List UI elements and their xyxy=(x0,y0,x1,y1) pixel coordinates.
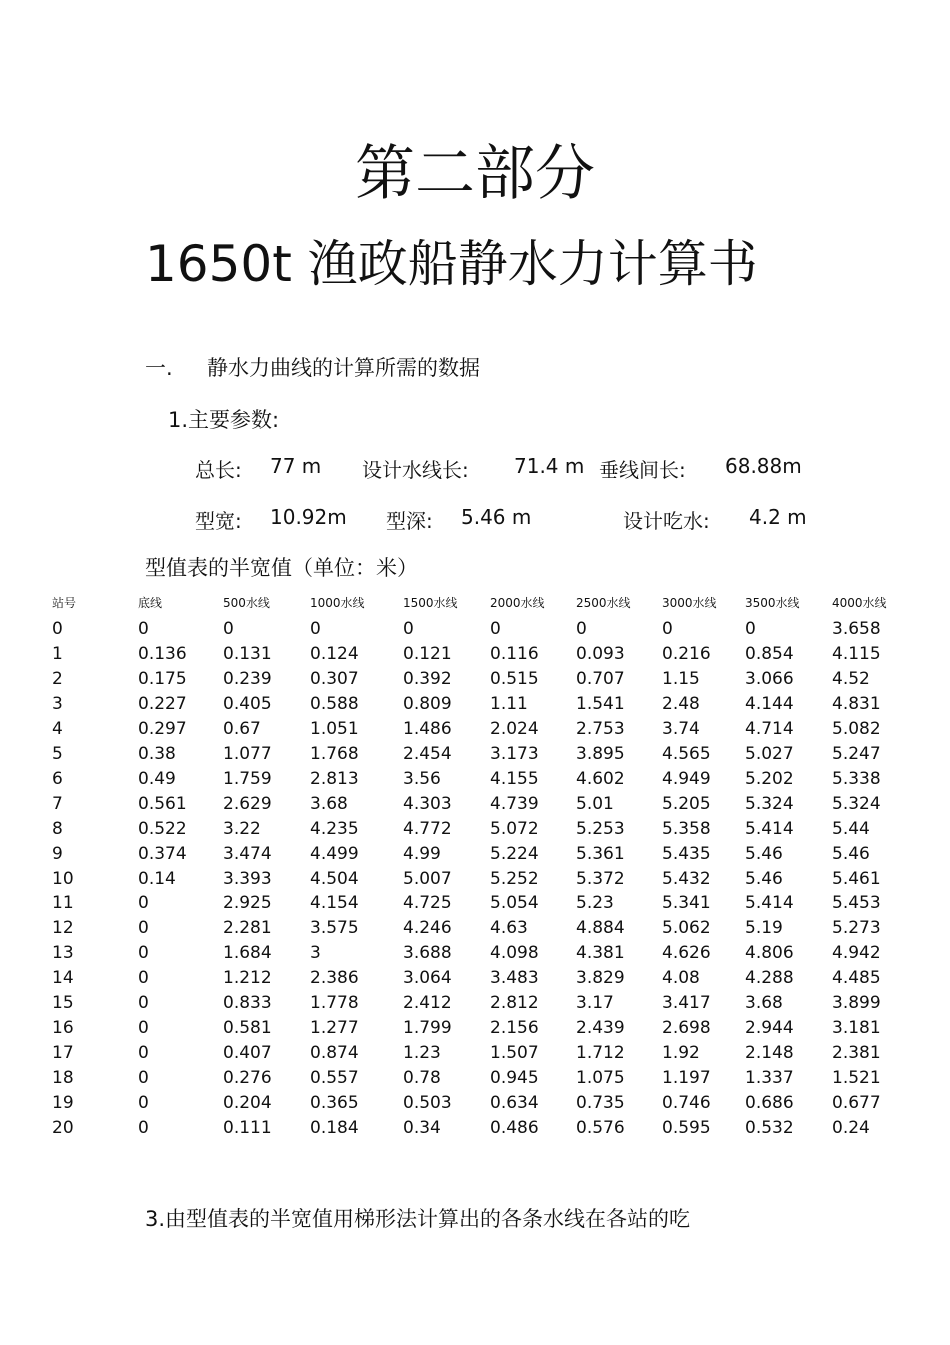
half-breadth-cell: 0.204 xyxy=(223,1093,272,1114)
half-breadth-cell: 5.324 xyxy=(745,793,794,814)
station-number-cell: 15 xyxy=(52,993,74,1014)
half-breadth-cell: 4.725 xyxy=(403,893,452,914)
half-breadth-cell: 1.759 xyxy=(223,768,272,789)
half-breadth-cell: 3.483 xyxy=(490,968,539,989)
half-breadth-cell: 0 xyxy=(403,619,414,639)
half-breadth-cell: 0.24 xyxy=(832,1118,870,1138)
half-breadth-cell: 1.684 xyxy=(223,943,272,964)
half-breadth-cell: 5.062 xyxy=(662,918,711,939)
station-number-cell: 2 xyxy=(52,668,63,689)
half-breadth-cell: 3.68 xyxy=(745,993,783,1014)
half-breadth-cell: 0.686 xyxy=(745,1093,794,1114)
half-breadth-cell: 2.386 xyxy=(310,968,359,989)
half-breadth-cell: 4.246 xyxy=(403,918,452,939)
half-breadth-cell: 1.337 xyxy=(745,1068,794,1089)
table-header-cell: 3000水线 xyxy=(662,596,717,610)
half-breadth-cell: 4.485 xyxy=(832,968,881,989)
half-breadth-cell: 2.944 xyxy=(745,1018,794,1039)
section-1-heading: 静水力曲线的计算所需的数据 xyxy=(207,356,480,380)
half-breadth-cell: 1.541 xyxy=(576,693,625,714)
half-breadth-cell: 1.521 xyxy=(832,1068,881,1089)
station-number-cell: 1 xyxy=(52,643,63,664)
half-breadth-cell: 5.341 xyxy=(662,893,711,914)
half-breadth-cell: 1.712 xyxy=(576,1043,625,1064)
station-number-cell: 7 xyxy=(52,793,63,814)
half-breadth-cell: 0.561 xyxy=(138,793,187,814)
half-breadth-cell: 0.116 xyxy=(490,643,539,664)
half-breadth-cell: 0 xyxy=(138,1118,149,1138)
half-breadth-cell: 5.361 xyxy=(576,843,625,864)
half-breadth-cell: 0.532 xyxy=(745,1118,794,1138)
half-breadth-cell: 2.024 xyxy=(490,718,539,739)
half-breadth-cell: 0 xyxy=(138,1018,149,1039)
half-breadth-cell: 4.504 xyxy=(310,868,359,889)
subsection-main-params: 1.主要参数: xyxy=(168,408,280,432)
half-breadth-cell: 0.945 xyxy=(490,1068,539,1089)
half-breadth-cell: 5.414 xyxy=(745,818,794,839)
half-breadth-cell: 5.072 xyxy=(490,818,539,839)
half-breadth-cell: 0 xyxy=(745,619,756,639)
station-number-cell: 17 xyxy=(52,1043,74,1064)
station-number-cell: 12 xyxy=(52,918,74,939)
table-header-cell: 2000水线 xyxy=(490,596,545,610)
half-breadth-cell: 0.874 xyxy=(310,1043,359,1064)
station-number-cell: 14 xyxy=(52,968,74,989)
table-header-cell: 500水线 xyxy=(223,596,270,610)
half-breadth-cell: 0.093 xyxy=(576,643,625,664)
half-breadth-cell: 2.925 xyxy=(223,893,272,914)
station-number-cell: 5 xyxy=(52,743,63,764)
half-breadth-cell: 2.753 xyxy=(576,718,625,739)
half-breadth-cell: 4.154 xyxy=(310,893,359,914)
half-breadth-cell: 0 xyxy=(490,619,501,639)
half-breadth-cell: 0.121 xyxy=(403,643,452,664)
half-breadth-cell: 4.144 xyxy=(745,693,794,714)
lpp-label: 垂线间长: xyxy=(599,458,686,482)
half-breadth-cell: 5.324 xyxy=(832,793,881,814)
table-caption: 型值表的半宽值（单位：米） xyxy=(145,556,418,580)
half-breadth-cell: 0.297 xyxy=(138,718,187,739)
half-breadth-cell: 0.111 xyxy=(223,1118,272,1138)
half-breadth-cell: 3.393 xyxy=(223,868,272,889)
section-1-number: 一. xyxy=(145,356,173,380)
half-breadth-cell: 0.707 xyxy=(576,668,625,689)
half-breadth-cell: 4.499 xyxy=(310,843,359,864)
half-breadth-cell: 4.739 xyxy=(490,793,539,814)
half-breadth-cell: 5.273 xyxy=(832,918,881,939)
half-breadth-cell: 5.253 xyxy=(576,818,625,839)
half-breadth-cell: 4.08 xyxy=(662,968,700,989)
lpp-value: 68.88m xyxy=(725,454,802,478)
half-breadth-cell: 4.772 xyxy=(403,818,452,839)
half-breadth-cell: 0.486 xyxy=(490,1118,539,1138)
half-breadth-cell: 0.522 xyxy=(138,818,187,839)
half-breadth-cell: 0.576 xyxy=(576,1118,625,1138)
half-breadth-cell: 0.136 xyxy=(138,643,187,664)
half-breadth-cell: 4.098 xyxy=(490,943,539,964)
depth-value: 5.46 m xyxy=(461,505,532,529)
half-breadth-cell: 0.216 xyxy=(662,643,711,664)
table-header-cell: 底线 xyxy=(138,596,163,610)
half-breadth-cell: 3.173 xyxy=(490,743,539,764)
half-breadth-cell: 4.884 xyxy=(576,918,625,939)
station-number-cell: 9 xyxy=(52,843,63,864)
half-breadth-cell: 5.007 xyxy=(403,868,452,889)
half-breadth-cell: 2.698 xyxy=(662,1018,711,1039)
half-breadth-cell: 1.507 xyxy=(490,1043,539,1064)
lwl-value: 71.4 m xyxy=(514,454,585,478)
section-3-heading: 3.由型值表的半宽值用梯形法计算出的各条水线在各站的吃 xyxy=(145,1207,691,1231)
station-number-cell: 0 xyxy=(52,619,63,639)
half-breadth-cell: 0 xyxy=(138,1043,149,1064)
half-breadth-cell: 5.372 xyxy=(576,868,625,889)
half-breadth-cell: 3.474 xyxy=(223,843,272,864)
half-breadth-cell: 5.414 xyxy=(745,893,794,914)
page-title: 第二部分 xyxy=(355,139,595,209)
half-breadth-cell: 5.338 xyxy=(832,768,881,789)
half-breadth-cell: 0.735 xyxy=(576,1093,625,1114)
half-breadth-cell: 0.392 xyxy=(403,668,452,689)
half-breadth-cell: 0.677 xyxy=(832,1093,881,1114)
half-breadth-cell: 5.224 xyxy=(490,843,539,864)
half-breadth-cell: 1.486 xyxy=(403,718,452,739)
half-breadth-cell: 0 xyxy=(138,1093,149,1114)
half-breadth-cell: 5.46 xyxy=(745,868,783,889)
half-breadth-cell: 5.247 xyxy=(832,743,881,764)
half-breadth-cell: 5.027 xyxy=(745,743,794,764)
half-breadth-cell: 0 xyxy=(138,993,149,1014)
half-breadth-cell: 2.812 xyxy=(490,993,539,1014)
half-breadth-cell: 0.175 xyxy=(138,668,187,689)
draft-value: 4.2 m xyxy=(749,505,807,529)
half-breadth-cell: 0.854 xyxy=(745,643,794,664)
half-breadth-cell: 5.19 xyxy=(745,918,783,939)
half-breadth-cell: 1.051 xyxy=(310,718,359,739)
station-number-cell: 18 xyxy=(52,1068,74,1089)
half-breadth-cell: 2.454 xyxy=(403,743,452,764)
station-number-cell: 6 xyxy=(52,768,63,789)
half-breadth-cell: 4.115 xyxy=(832,643,881,664)
table-header-cell: 站号 xyxy=(52,596,77,610)
half-breadth-cell: 0 xyxy=(576,619,587,639)
half-breadth-cell: 0 xyxy=(138,619,149,639)
half-breadth-cell: 5.453 xyxy=(832,893,881,914)
half-breadth-cell: 0.49 xyxy=(138,768,176,789)
half-breadth-cell: 0.407 xyxy=(223,1043,272,1064)
breadth-label: 型宽: xyxy=(195,509,242,533)
half-breadth-cell: 5.205 xyxy=(662,793,711,814)
half-breadth-cell: 3.899 xyxy=(832,993,881,1014)
station-number-cell: 3 xyxy=(52,693,63,714)
breadth-value: 10.92m xyxy=(270,505,347,529)
half-breadth-cell: 0.227 xyxy=(138,693,187,714)
half-breadth-cell: 0 xyxy=(138,1068,149,1089)
half-breadth-cell: 3.066 xyxy=(745,668,794,689)
half-breadth-cell: 3.064 xyxy=(403,968,452,989)
half-breadth-cell: 3.417 xyxy=(662,993,711,1014)
half-breadth-cell: 1.778 xyxy=(310,993,359,1014)
half-breadth-cell: 5.461 xyxy=(832,868,881,889)
half-breadth-cell: 5.358 xyxy=(662,818,711,839)
half-breadth-cell: 0.67 xyxy=(223,718,261,739)
half-breadth-cell: 1.15 xyxy=(662,668,700,689)
half-breadth-cell: 3.575 xyxy=(310,918,359,939)
half-breadth-cell: 0 xyxy=(138,918,149,939)
half-breadth-cell: 2.439 xyxy=(576,1018,625,1039)
half-breadth-cell: 4.303 xyxy=(403,793,452,814)
loa-value: 77 m xyxy=(270,454,322,478)
half-breadth-cell: 4.949 xyxy=(662,768,711,789)
half-breadth-cell: 2.156 xyxy=(490,1018,539,1039)
half-breadth-cell: 1.799 xyxy=(403,1018,452,1039)
station-number-cell: 20 xyxy=(52,1118,74,1138)
half-breadth-cell: 2.148 xyxy=(745,1043,794,1064)
half-breadth-cell: 5.252 xyxy=(490,868,539,889)
half-breadth-cell: 0.809 xyxy=(403,693,452,714)
half-breadth-cell: 1.075 xyxy=(576,1068,625,1089)
half-breadth-cell: 0 xyxy=(138,893,149,914)
half-breadth-cell: 0.503 xyxy=(403,1093,452,1114)
station-number-cell: 11 xyxy=(52,893,74,914)
half-breadth-cell: 0.581 xyxy=(223,1018,272,1039)
table-header-cell: 3500水线 xyxy=(745,596,800,610)
half-breadth-cell: 0.595 xyxy=(662,1118,711,1138)
half-breadth-cell: 0.38 xyxy=(138,743,176,764)
half-breadth-cell: 0 xyxy=(223,619,234,639)
half-breadth-cell: 5.01 xyxy=(576,793,614,814)
half-breadth-cell: 4.155 xyxy=(490,768,539,789)
half-breadth-cell: 0 xyxy=(138,968,149,989)
half-breadth-cell: 2.381 xyxy=(832,1043,881,1064)
half-breadth-cell: 3.895 xyxy=(576,743,625,764)
half-breadth-cell: 1.11 xyxy=(490,693,528,714)
half-breadth-cell: 0.515 xyxy=(490,668,539,689)
half-breadth-cell: 4.235 xyxy=(310,818,359,839)
station-number-cell: 10 xyxy=(52,868,74,889)
half-breadth-cell: 5.46 xyxy=(832,843,870,864)
half-breadth-cell: 4.381 xyxy=(576,943,625,964)
half-breadth-cell: 0.78 xyxy=(403,1068,441,1089)
half-breadth-cell: 1.277 xyxy=(310,1018,359,1039)
half-breadth-cell: 5.082 xyxy=(832,718,881,739)
half-breadth-cell: 0.124 xyxy=(310,643,359,664)
half-breadth-cell: 3 xyxy=(310,943,321,964)
half-breadth-cell: 3.688 xyxy=(403,943,452,964)
half-breadth-cell: 5.435 xyxy=(662,843,711,864)
half-breadth-cell: 2.412 xyxy=(403,993,452,1014)
half-breadth-cell: 5.432 xyxy=(662,868,711,889)
half-breadth-cell: 5.202 xyxy=(745,768,794,789)
half-breadth-cell: 3.68 xyxy=(310,793,348,814)
table-header-cell: 4000水线 xyxy=(832,596,887,610)
document-subtitle: 1650t 渔政船静水力计算书 xyxy=(145,235,758,293)
station-number-cell: 8 xyxy=(52,818,63,839)
half-breadth-cell: 0 xyxy=(662,619,673,639)
draft-label: 设计吃水: xyxy=(623,509,710,533)
loa-label: 总长: xyxy=(195,458,242,482)
half-breadth-cell: 0.365 xyxy=(310,1093,359,1114)
half-breadth-cell: 2.813 xyxy=(310,768,359,789)
half-breadth-cell: 2.281 xyxy=(223,918,272,939)
half-breadth-cell: 0.14 xyxy=(138,868,176,889)
half-breadth-cell: 0.307 xyxy=(310,668,359,689)
half-breadth-cell: 1.768 xyxy=(310,743,359,764)
half-breadth-cell: 4.714 xyxy=(745,718,794,739)
half-breadth-cell: 3.74 xyxy=(662,718,700,739)
half-breadth-cell: 0.131 xyxy=(223,643,272,664)
station-number-cell: 4 xyxy=(52,718,63,739)
half-breadth-cell: 1.077 xyxy=(223,743,272,764)
half-breadth-cell: 2.629 xyxy=(223,793,272,814)
half-breadth-cell: 4.831 xyxy=(832,693,881,714)
lwl-label: 设计水线长: xyxy=(362,458,469,482)
half-breadth-cell: 1.23 xyxy=(403,1043,441,1064)
half-breadth-cell: 0.833 xyxy=(223,993,272,1014)
half-breadth-cell: 1.197 xyxy=(662,1068,711,1089)
half-breadth-cell: 4.288 xyxy=(745,968,794,989)
half-breadth-cell: 2.48 xyxy=(662,693,700,714)
half-breadth-cell: 3.56 xyxy=(403,768,441,789)
half-breadth-cell: 3.22 xyxy=(223,818,261,839)
half-breadth-cell: 3.17 xyxy=(576,993,614,1014)
table-header-cell: 2500水线 xyxy=(576,596,631,610)
half-breadth-cell: 5.054 xyxy=(490,893,539,914)
half-breadth-cell: 0.588 xyxy=(310,693,359,714)
half-breadth-cell: 0.239 xyxy=(223,668,272,689)
half-breadth-cell: 5.46 xyxy=(745,843,783,864)
station-number-cell: 16 xyxy=(52,1018,74,1039)
half-breadth-cell: 0.34 xyxy=(403,1118,441,1138)
table-header-cell: 1000水线 xyxy=(310,596,365,610)
half-breadth-cell: 0.374 xyxy=(138,843,187,864)
half-breadth-cell: 4.626 xyxy=(662,943,711,964)
half-breadth-cell: 1.92 xyxy=(662,1043,700,1064)
half-breadth-cell: 4.63 xyxy=(490,918,528,939)
station-number-cell: 19 xyxy=(52,1093,74,1114)
half-breadth-cell: 3.829 xyxy=(576,968,625,989)
station-number-cell: 13 xyxy=(52,943,74,964)
half-breadth-cell: 4.602 xyxy=(576,768,625,789)
half-breadth-cell: 0.746 xyxy=(662,1093,711,1114)
half-breadth-cell: 3.658 xyxy=(832,619,881,639)
half-breadth-cell: 4.52 xyxy=(832,668,870,689)
half-breadth-cell: 4.565 xyxy=(662,743,711,764)
half-breadth-cell: 0.405 xyxy=(223,693,272,714)
half-breadth-cell: 1.212 xyxy=(223,968,272,989)
half-breadth-cell: 4.806 xyxy=(745,943,794,964)
half-breadth-cell: 4.942 xyxy=(832,943,881,964)
half-breadth-cell: 0.557 xyxy=(310,1068,359,1089)
half-breadth-cell: 0.184 xyxy=(310,1118,359,1138)
half-breadth-cell: 3.181 xyxy=(832,1018,881,1039)
half-breadth-cell: 5.23 xyxy=(576,893,614,914)
depth-label: 型深: xyxy=(386,509,433,533)
half-breadth-cell: 4.99 xyxy=(403,843,441,864)
table-header-cell: 1500水线 xyxy=(403,596,458,610)
half-breadth-cell: 0 xyxy=(138,943,149,964)
half-breadth-cell: 5.44 xyxy=(832,818,870,839)
half-breadth-cell: 0.634 xyxy=(490,1093,539,1114)
half-breadth-cell: 0.276 xyxy=(223,1068,272,1089)
half-breadth-cell: 0 xyxy=(310,619,321,639)
